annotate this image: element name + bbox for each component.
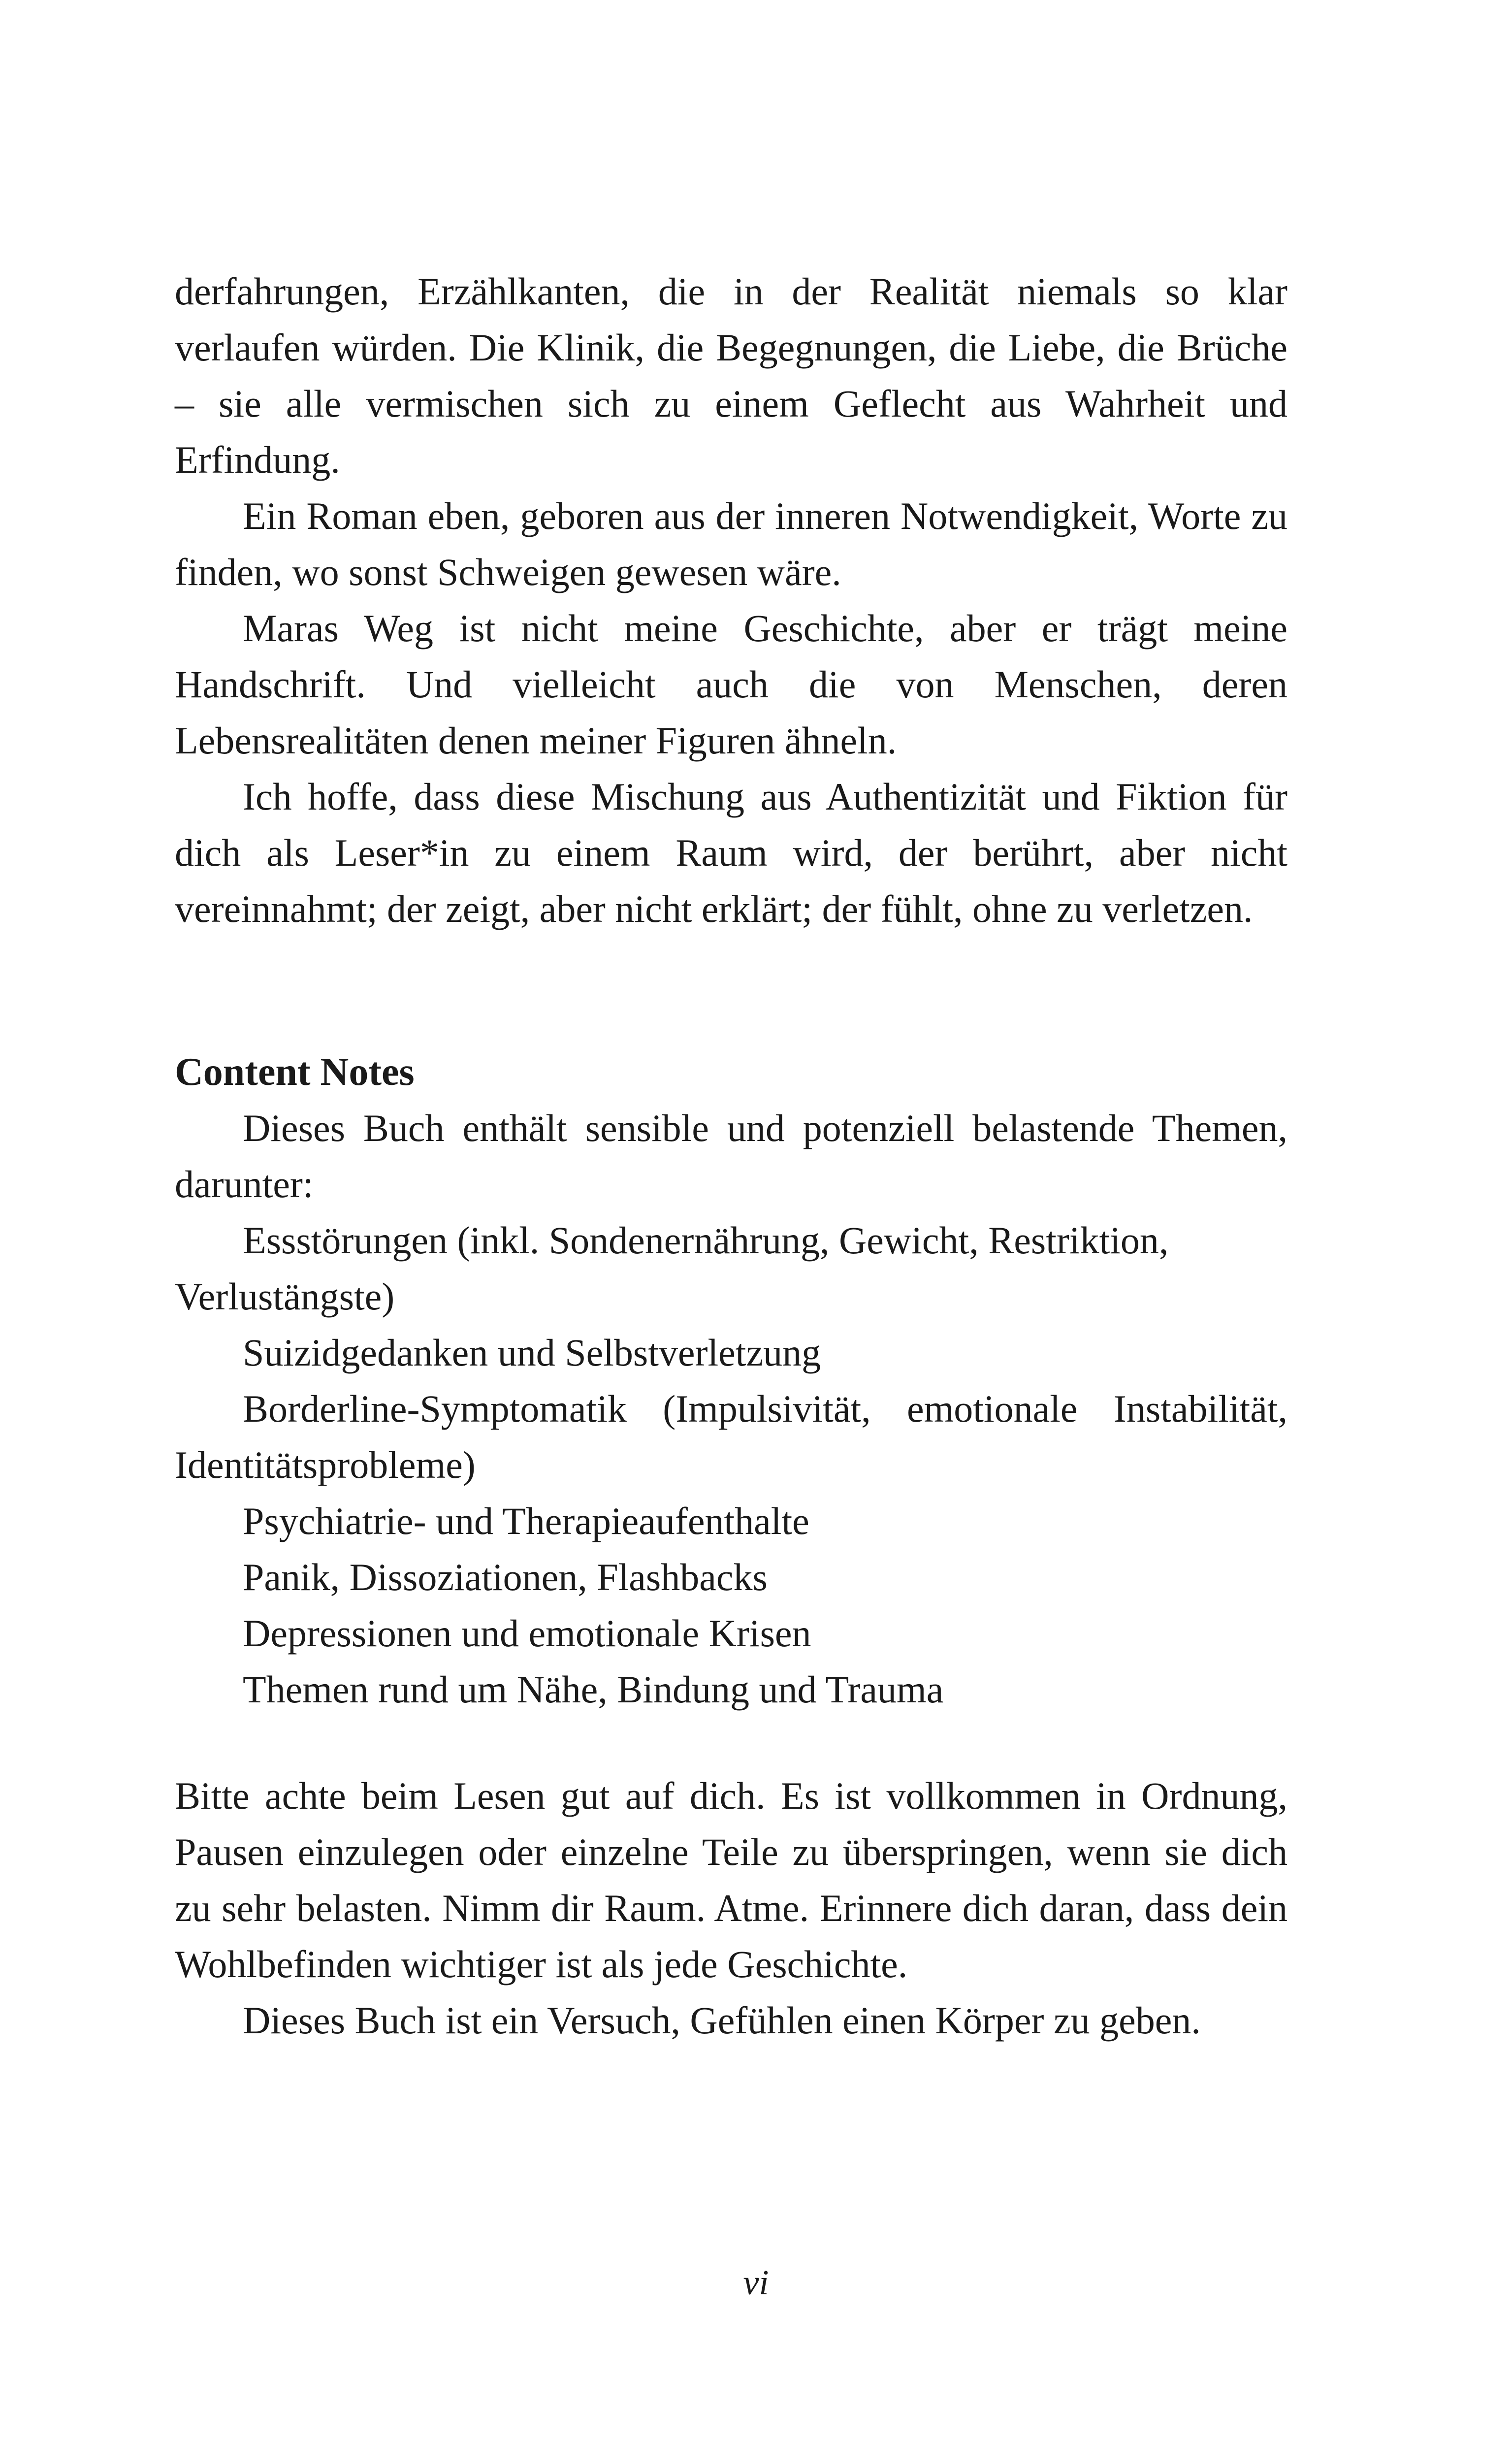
paragraph-continuation: derfahrungen, Erzählkanten, die in der Realität niemals so klar verlaufen würden. Die Klinik, die Begegnungen, die Liebe, die Brüche – sie alle vermischen sich zu einem Geflecht aus Wahrheit und Erfindung. — [175, 270, 1287, 481]
final-line: Dieses Buch ist ein Versuch, Gefühlen einen Körper zu geben. — [243, 1999, 1201, 2042]
closing-paragraph: Bitte achte beim Lesen gut auf dich. Es ist vollkommen in Ordnung, Pausen einzulegen oder einzelne Teile zu überspringen, wenn sie dich zu sehr belasten. Nimm dir Raum. Atme. Erinnere dich daran, dass dein Wohlbefinden wichtiger ist als jede Geschichte. — [175, 1774, 1287, 1986]
content-note-item: Themen rund um Nähe, Bindung und Trauma — [243, 1668, 944, 1711]
content-notes-heading: Content Notes — [175, 1050, 415, 1094]
body-text-top — [175, 263, 1287, 937]
content-note-item: Essstörungen (inkl. Sondenernährung, Gewicht, Restriktion, Verlustängste) — [175, 1219, 1169, 1318]
content-note-item: Borderline-Symptomatik (Impulsivität, emotionale Instabilität, Identitätsprobleme) — [175, 1387, 1287, 1486]
content-note-item: Depressionen und emotionale Krisen — [243, 1612, 811, 1655]
paragraph-hope: Ich hoffe, dass diese Mischung aus Authentizität und Fiktion für dich als Leser*in zu einem Raum wird, der berührt, aber nicht vereinnahmt; der zeigt, aber nicht erklärt; der fühlt, ohne zu verletzen. — [175, 775, 1287, 930]
content-note-item: Panik, Dissoziationen, Flashbacks — [243, 1556, 768, 1598]
content-note-item: Suizidgedanken und Selbstverletzung — [243, 1331, 821, 1374]
paragraph-roman: Ein Roman eben, geboren aus der inneren Notwendigkeit, Worte zu finden, wo sonst Schweigen gewesen wäre. — [175, 494, 1287, 593]
content-notes-intro: Dieses Buch enthält sensible und potenziell belastende Themen, darunter: — [175, 1107, 1287, 1205]
page-number: vi — [743, 2263, 769, 2302]
body-text-bottom — [175, 1768, 1287, 2049]
content-notes-section — [175, 1044, 1287, 1718]
paragraph-maras-weg: Maras Weg ist nicht meine Geschichte, aber er trägt meine Handschrift. Und vielleicht auch die von Menschen, deren Lebensrealitäten denen meiner Figuren ähneln. — [175, 607, 1287, 762]
content-note-item: Psychiatrie- und Therapieaufenthalte — [243, 1499, 809, 1542]
